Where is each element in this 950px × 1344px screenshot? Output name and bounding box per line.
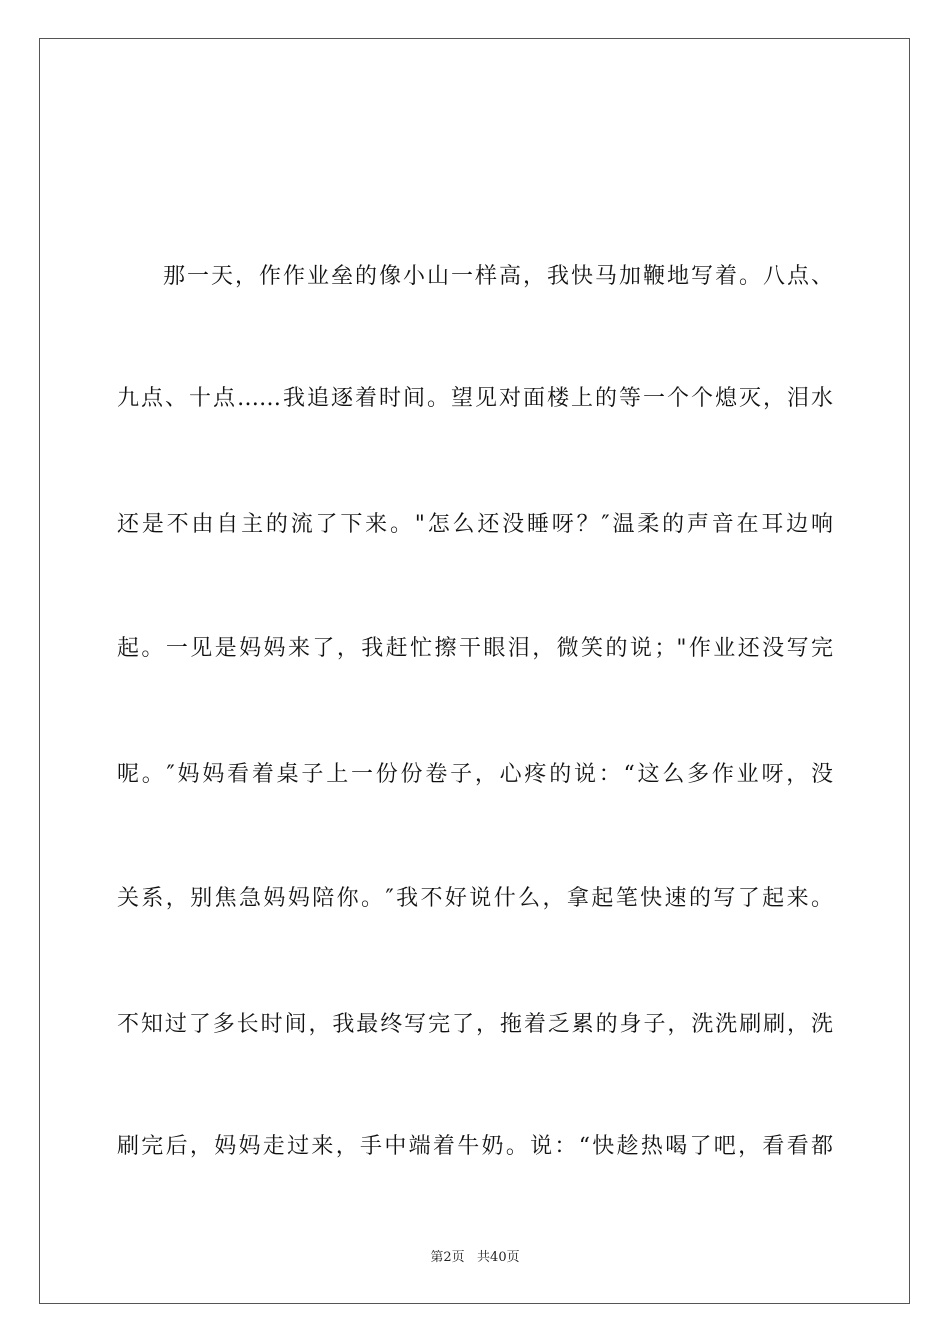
- paragraph-line-8: 刷完后，妈妈走过来，手中端着牛奶。说：“快趁热喝了吧，看看都: [117, 1134, 833, 1159]
- paragraph-line-5: 呢。″妈妈看着桌子上一份份卷子，心疼的说：“这么多作业呀，没: [117, 762, 833, 787]
- paragraph-line-2: 九点、十点……我追逐着时间。望见对面楼上的等一个个熄灭，泪水: [117, 386, 833, 411]
- paragraph-line-7: 不知过了多长时间，我最终写完了，拖着乏累的身子，洗洗刷刷，洗: [117, 1012, 833, 1037]
- page-number-footer: 第2页 共40页: [430, 1250, 520, 1265]
- paragraph-line-3: 还是不由自主的流了下来。"怎么还没睡呀？″温柔的声音在耳边响: [117, 512, 833, 537]
- paragraph-line-1: 那一天，作作业垒的像小山一样高，我快马加鞭地写着。八点、: [163, 264, 833, 289]
- page-border: [39, 38, 910, 1304]
- paragraph-line-4: 起。一见是妈妈来了，我赶忙擦干眼泪，微笑的说；"作业还没写完: [117, 636, 833, 661]
- paragraph-line-6: 关系，别焦急妈妈陪你。″我不好说什么，拿起笔快速的写了起来。: [117, 886, 833, 911]
